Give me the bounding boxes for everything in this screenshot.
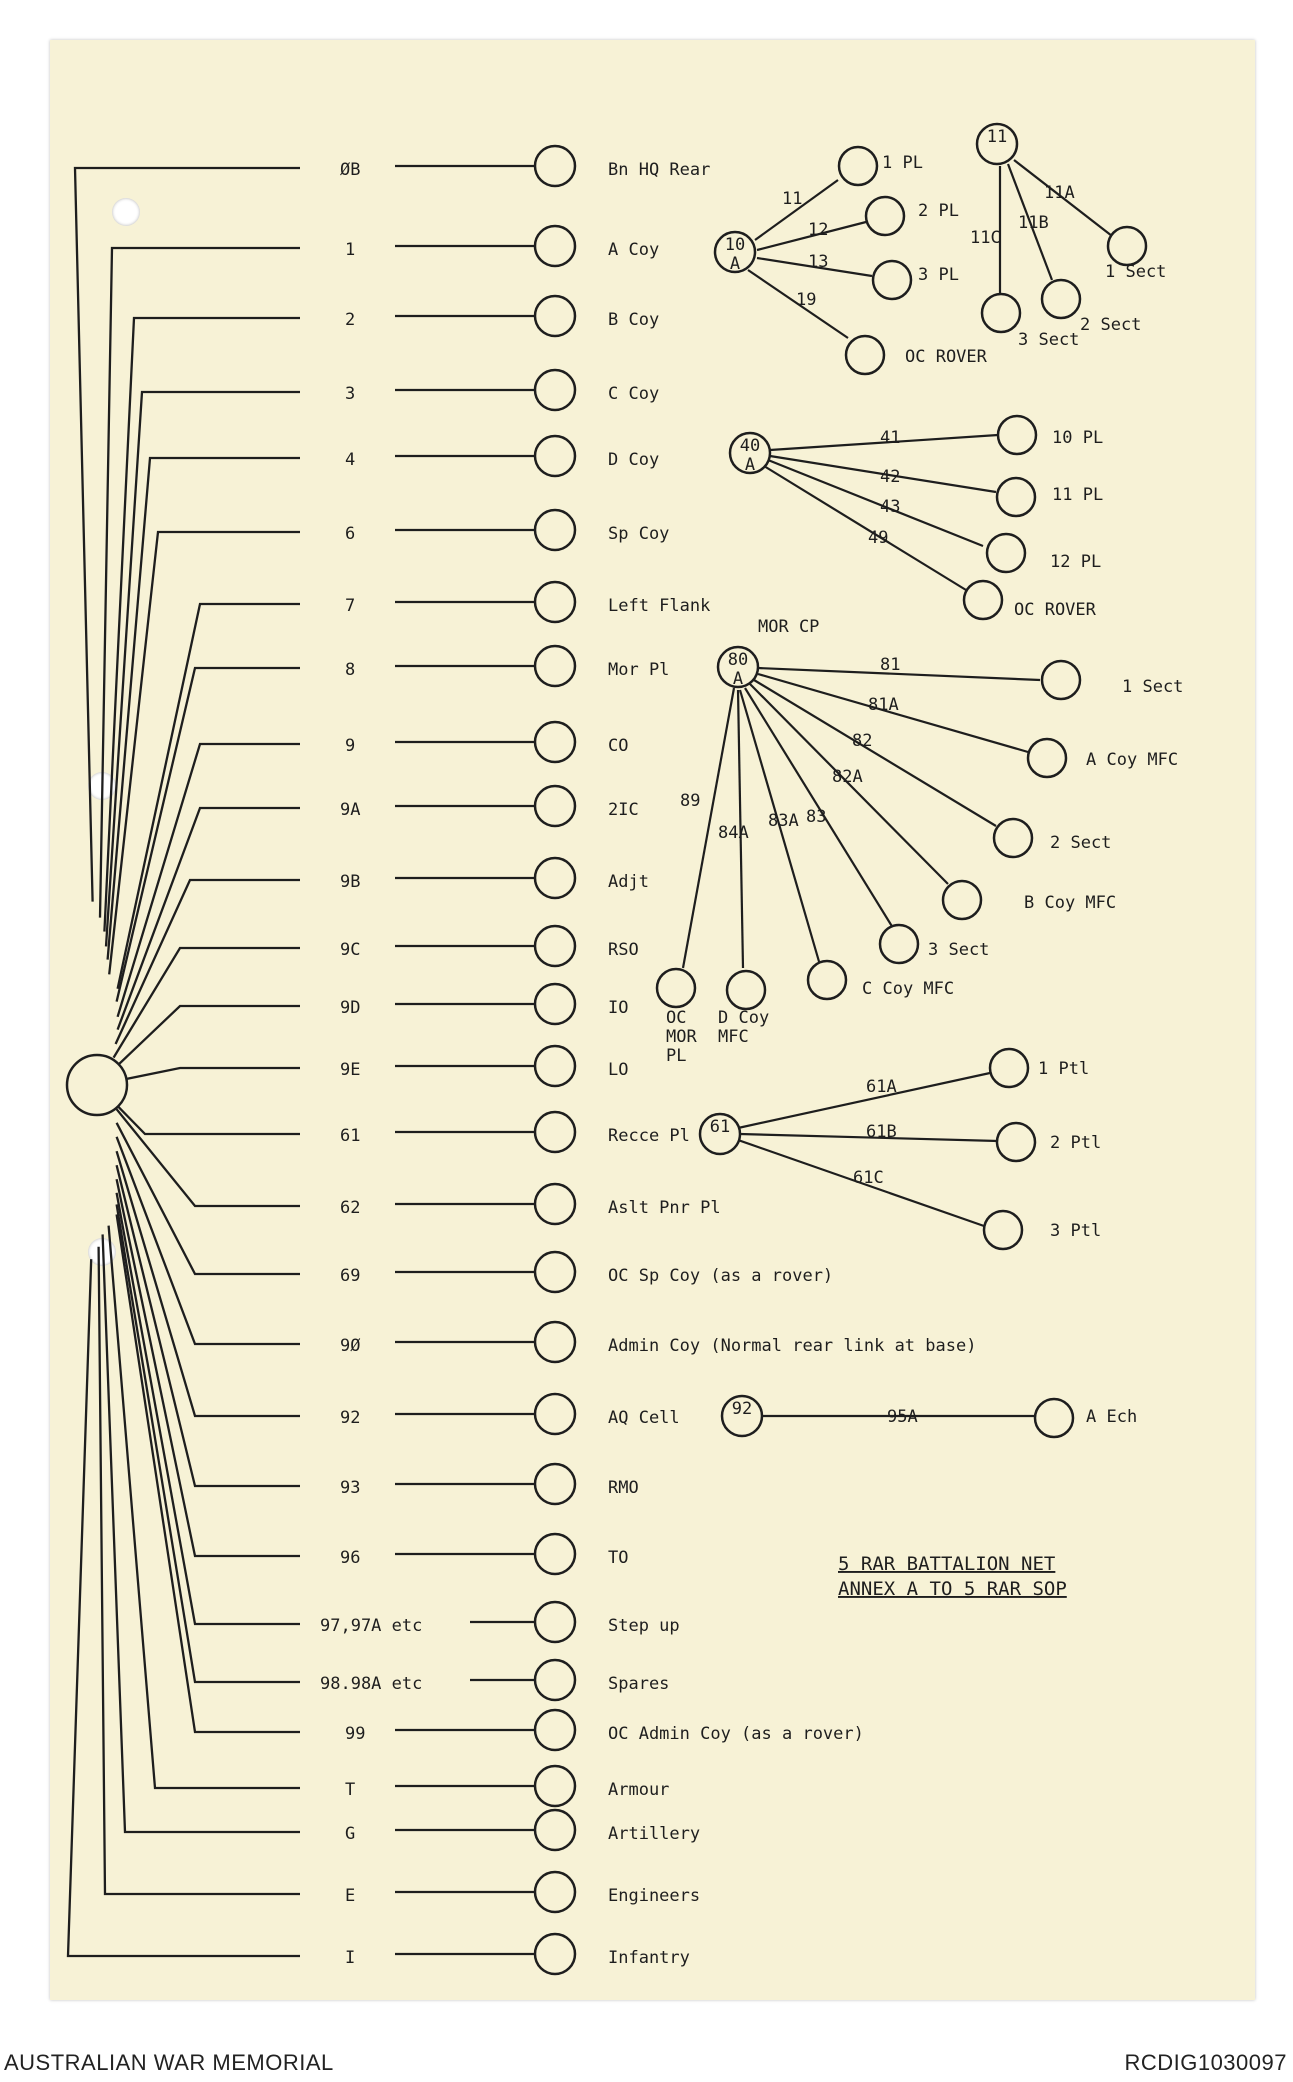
row-call-sign: 92 [340,1408,361,1428]
subnet-hub-label: 10 A [724,235,746,274]
subnet-station-label: 11 PL [1052,485,1104,505]
row-call-sign: 99 [345,1724,366,1744]
row-station-label: Sp Coy [608,524,670,544]
subnet-station-label: C Coy MFC [862,979,955,999]
subnet-station-node [1035,1399,1073,1437]
subnet-call-sign: 95A [887,1407,918,1427]
row-call-sign: 97,97A etc [320,1616,423,1636]
row-call-sign: 2 [345,310,356,330]
subnet-call-sign: 11 [782,189,803,209]
subnet-station-node [880,925,918,963]
row-call-sign: 62 [340,1198,361,1218]
subnet-station-node [964,581,1002,619]
subnet-station-label: OC MOR PL [666,1008,697,1066]
station-node [535,1872,575,1912]
subnet-station-node [994,819,1032,857]
hub-spoke [117,1165,300,1486]
row-call-sign: 6 [345,524,356,544]
row-station-label: RMO [608,1478,639,1498]
subnet-station-label: 3 Sect [928,940,990,960]
station-node [535,1534,575,1574]
subnet-call-sign: 49 [868,528,889,548]
station-node [535,1184,575,1224]
row-station-label: Recce Pl [608,1126,690,1146]
row-call-sign: 61 [340,1126,361,1146]
subnet-call-sign: 82 [852,731,873,751]
subnet-station-label: A Ech [1086,1407,1138,1427]
subnet-station-node [657,969,695,1007]
station-node [535,1710,575,1750]
row-station-label: Bn HQ Rear [608,160,711,180]
hub-spoke [118,808,300,1030]
station-node [535,1602,575,1642]
station-node [535,786,575,826]
station-node [535,1322,575,1362]
subnet-station-node [998,416,1036,454]
hub-spoke [114,1068,300,1082]
subnet-station-node [808,961,846,999]
row-call-sign: 98.98A etc [320,1674,423,1694]
subnet-call-sign: 83A [768,811,799,831]
subnet-station-label: 1 Ptl [1038,1059,1090,1079]
title-line-1: 5 RAR BATTALION NET [838,1553,1056,1575]
row-call-sign: 9A [340,800,361,820]
row-call-sign: 9D [340,998,361,1018]
row-station-label: Step up [608,1616,680,1636]
row-call-sign: 69 [340,1266,361,1286]
station-node [535,1464,575,1504]
row-call-sign: 1 [345,240,356,260]
row-station-label: Admin Coy (Normal rear link at base) [608,1336,977,1356]
hub-spoke [75,168,300,902]
subnet-station-label: OC ROVER [905,347,987,367]
subnet-call-sign: 11A [1044,183,1075,203]
station-node [535,984,575,1024]
station-node [535,1766,575,1806]
station-node [535,146,575,186]
row-station-label: Adjt [608,872,649,892]
subnet-call-sign: 83 [806,807,827,827]
station-node [535,296,575,336]
row-station-label: Aslt Pnr Pl [608,1198,721,1218]
row-station-label: RSO [608,940,639,960]
subnet-station-label: 3 Ptl [1050,1221,1102,1241]
subnet-hub-label: 80 A [727,650,749,689]
row-station-label: Spares [608,1674,670,1694]
subnet-recce [700,1049,1101,1249]
row-call-sign: ØB [340,160,361,180]
row-call-sign: 96 [340,1548,361,1568]
hub-spoke [117,1109,300,1206]
station-node [535,926,575,966]
subnet-call-sign: 41 [880,428,901,448]
hub-spoke [118,604,300,989]
row-station-label: 2IC [608,800,639,820]
subnet-station-node [1042,661,1080,699]
row-call-sign: G [345,1824,356,1844]
subnet-station-label: 3 Sect [1018,330,1080,350]
hub-spoke [117,1123,300,1274]
footer-record-id: RCDIG1030097 [1124,2050,1287,2075]
subnet-station-node [866,197,904,235]
station-node [535,226,575,266]
row-call-sign: 4 [345,450,356,470]
subnet-station-label: 2 Sect [1080,315,1142,335]
hub-spoke [108,458,300,960]
row-call-sign: 9Ø [340,1336,361,1356]
row-station-label: OC Admin Coy (as a rover) [608,1724,864,1744]
row-station-label: CO [608,736,629,756]
subnet-mor [657,617,1183,1066]
subnet-station-label: 12 PL [1050,552,1102,572]
station-node [535,1660,575,1700]
subnet-station-node [997,478,1035,516]
row-station-label: Infantry [608,1948,690,1968]
row-station-label: D Coy [608,450,660,470]
subnet-call-sign: 84A [718,823,749,843]
subnet-station-node [727,971,765,1009]
row-call-sign: E [345,1886,356,1906]
subnet-station-node [943,881,981,919]
row-station-label: Left Flank [608,596,711,616]
diagram-title [838,1553,1067,1600]
subnet-station-node [990,1049,1028,1087]
station-node [535,436,575,476]
row-station-label: Artillery [608,1824,701,1844]
subnet-station-label: 3 PL [918,265,959,285]
row-call-sign: 9B [340,872,361,892]
subnet-call-sign: 89 [680,791,701,811]
row-station-label: Mor Pl [608,660,670,680]
station-node [535,370,575,410]
row-station-label: AQ Cell [608,1408,680,1428]
station-node [535,1810,575,1850]
subnet-call-sign: 61C [853,1168,884,1188]
subnet-station-label: 1 Sect [1122,677,1184,697]
subnet-station-node [987,534,1025,572]
row-call-sign: 9E [340,1060,361,1080]
row-station-label: TO [608,1548,629,1568]
subnet-station-label: 2 PL [918,201,959,221]
hub-spoke [114,1006,300,1069]
row-call-sign: 3 [345,384,356,404]
subnet-hub-label: 92 [731,1399,753,1419]
subnet-hub-label: 61 [709,1117,731,1137]
subnet-aq [722,1396,1137,1437]
footer-source: AUSTRALIAN WAR MEMORIAL [4,2050,334,2075]
row-station-label: IO [608,998,629,1018]
row-call-sign: I [345,1948,356,1968]
subnet-call-sign: 11B [1018,213,1049,233]
central-station-node [67,1055,127,1115]
row-station-label: Engineers [608,1886,701,1906]
subnet-call-sign: 42 [880,467,901,487]
station-node [535,646,575,686]
hub-spoke [106,392,300,946]
subnet-station-label: D Coy MFC [718,1008,770,1047]
subnet-station-label: 1 PL [882,153,923,173]
station-node [535,858,575,898]
subnet-call-sign: 61B [866,1122,897,1142]
subnet-call-sign: 12 [808,220,829,240]
station-node [535,1252,575,1292]
subnet-station-label: 10 PL [1052,428,1104,448]
row-station-label: Armour [608,1780,670,1800]
subnet-station-node [982,294,1020,332]
subnet-hub-caption: MOR CP [758,617,820,637]
station-node [535,582,575,622]
station-node [535,1394,575,1434]
subnet-link [738,1073,990,1128]
station-node [535,1046,575,1086]
subnet-station-node [873,261,911,299]
subnet-pl11 [970,124,1166,350]
subnet-call-sign: 81 [880,655,901,675]
subnet-call-sign: 81A [868,695,899,715]
station-node [535,1112,575,1152]
row-call-sign: 7 [345,596,356,616]
subnet-hub-label: 40 A [739,436,761,475]
subnet-station-label: OC ROVER [1014,600,1096,620]
title-line-2: ANNEX A TO 5 RAR SOP [838,1578,1067,1600]
subnet-station-node [997,1123,1035,1161]
subnet-d_coy [730,416,1103,620]
row-call-sign: 93 [340,1478,361,1498]
subnet-station-node [1042,280,1080,318]
row-station-label: LO [608,1060,629,1080]
subnet-station-label: A Coy MFC [1086,750,1179,770]
hub-spoke [104,318,300,932]
station-node [535,1934,575,1974]
subnet-call-sign: 43 [880,497,901,517]
subnet-station-label: 2 Sect [1050,833,1112,853]
row-call-sign: 8 [345,660,356,680]
subnet-a_coy [715,147,988,374]
subnet-station-node [984,1211,1022,1249]
subnet-station-label: 2 Ptl [1050,1133,1102,1153]
subnet-station-node [1028,739,1066,777]
subnet-station-label: B Coy MFC [1024,893,1117,913]
subnet-call-sign: 82A [832,767,863,787]
subnet-hub-label: 11 [986,127,1008,147]
subnet-station-node [839,147,877,185]
hub-spoke [107,1095,300,1134]
row-station-label: B Coy [608,310,660,330]
row-call-sign: T [345,1780,356,1800]
subnet-station-node [1108,227,1146,265]
subnet-call-sign: 61A [866,1077,897,1097]
subnet-call-sign: 11C [970,228,1001,248]
subnet-call-sign: 19 [796,290,817,310]
station-node [535,722,575,762]
hub-spoke [117,668,300,1002]
station-node [535,510,575,550]
row-call-sign: 9 [345,736,356,756]
row-station-label: OC Sp Coy (as a rover) [608,1266,834,1286]
row-station-label: C Coy [608,384,660,404]
subnet-station-node [846,336,884,374]
hub-spoke [117,1193,300,1624]
row-station-label: A Coy [608,240,660,260]
subnet-call-sign: 13 [808,252,829,272]
subnet-station-label: 1 Sect [1105,262,1167,282]
row-call-sign: 9C [340,940,361,960]
